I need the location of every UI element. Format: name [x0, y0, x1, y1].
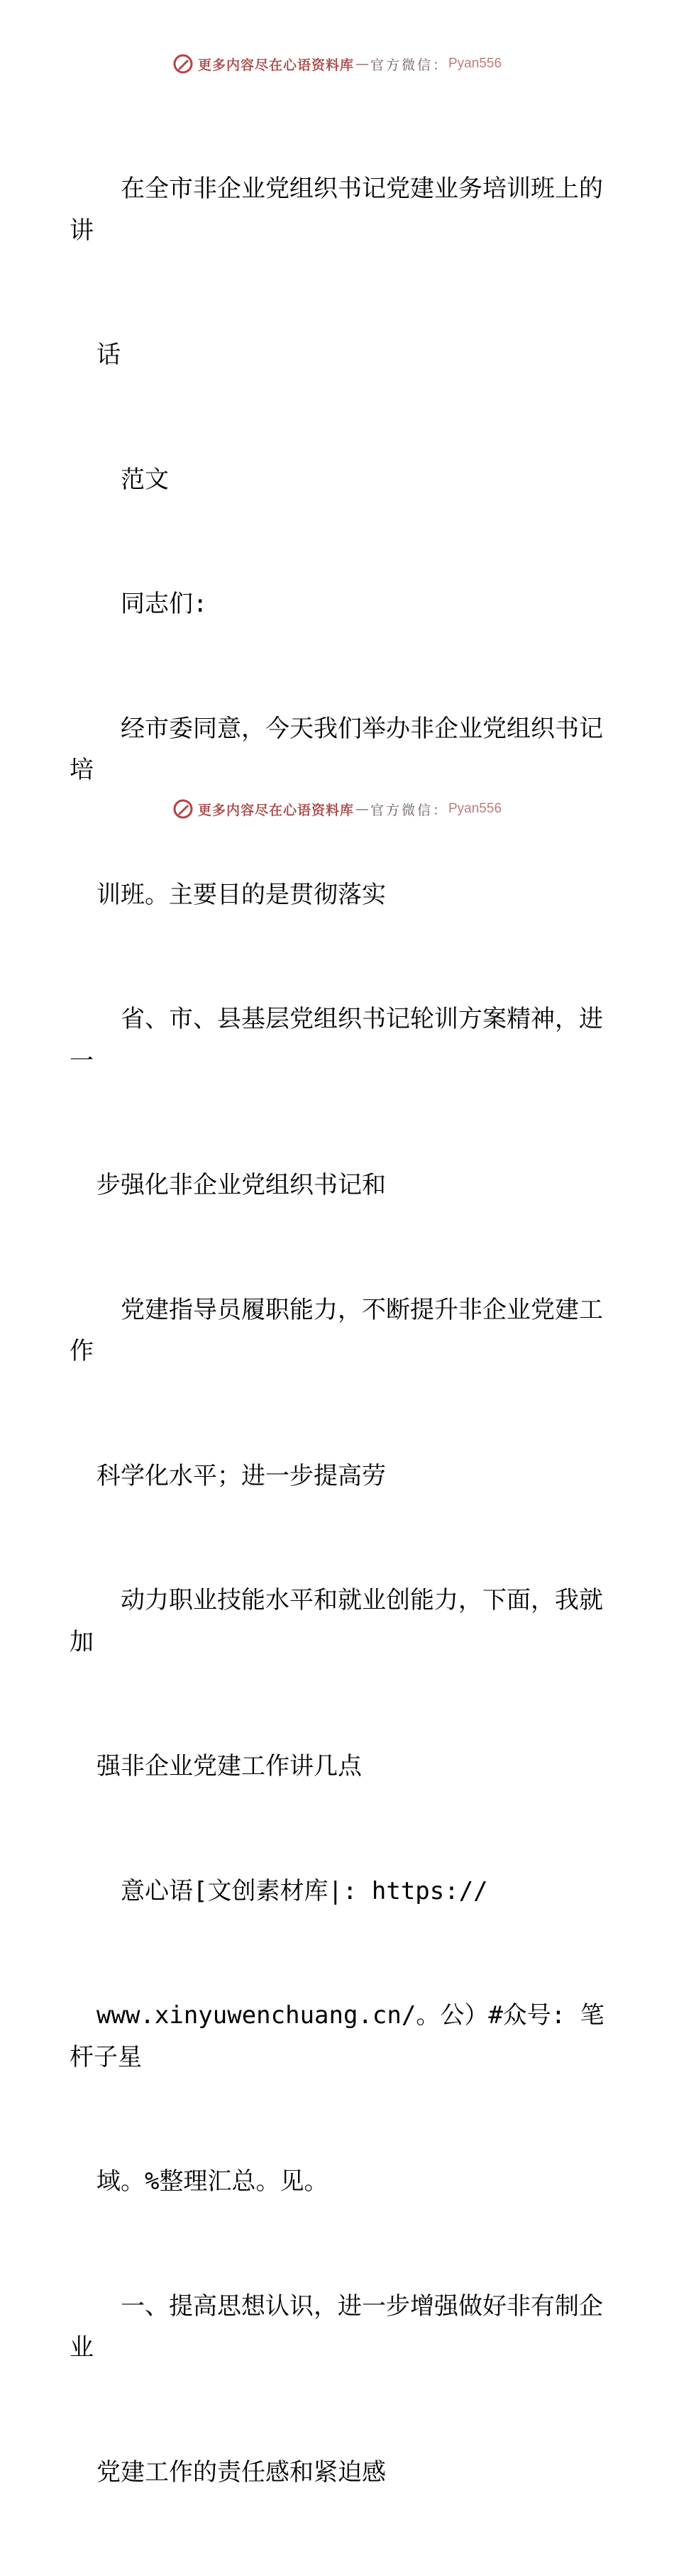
body-text: [70, 85, 609, 2576]
text-line: 动力职业技能水平和就业创能力，下面，我就加: [70, 1586, 603, 1656]
text-line: 同志们:: [96, 590, 208, 618]
quill-pen-seal-icon: [172, 798, 194, 820]
banner-wechat-id: Pyan556: [448, 801, 502, 816]
banner-site-text: 更多内容尽在心语资料库: [197, 57, 354, 73]
text-line: 党建指导员履职能力，不断提升非企业党建工作: [70, 1295, 603, 1365]
text-line: 党建工作的责任感和紧迫感: [96, 2457, 386, 2487]
banner-official-label: 官方微信：: [370, 57, 448, 73]
text-line: 省、市、县基层党组织书记轮训方案精神，进一: [70, 1005, 603, 1075]
banner-separator: —: [355, 801, 369, 817]
banner-wechat-id: Pyan556: [448, 56, 502, 71]
text-line: 域。%整理汇总。见。: [96, 2167, 328, 2196]
text-line: 科学化水平；进一步提高劳: [96, 1461, 386, 1490]
header-banner: [0, 50, 674, 78]
document-body: [70, 85, 609, 2576]
banner-site-text: 更多内容尽在心语资料库: [197, 802, 354, 818]
text-line: 话: [96, 341, 121, 369]
text-line: 经市委同意，今天我们举办非企业党组织书记培: [70, 714, 603, 784]
footer-banner: [0, 795, 674, 823]
text-line: 意心语[文创素材库|: https://: [96, 1876, 488, 1905]
text-line: 一、提高思想认识，进一步增强做好非有制企业: [70, 2291, 603, 2362]
quill-pen-seal-icon: [172, 53, 194, 75]
banner-official-label: 官方微信：: [370, 802, 448, 818]
banner-separator: —: [355, 56, 369, 72]
text-line: 步强化非企业党组织书记和: [96, 1171, 386, 1199]
text-line: 强非企业党建工作讲几点: [96, 1752, 362, 1780]
text-line: www.xinyuwenchuang.cn/。公）#众号: 笔杆子星: [70, 2001, 604, 2071]
text-line: 在全市非企业党组织书记党建业务培训班上的讲: [70, 175, 603, 245]
text-line: 训班。主要目的是贯彻落实: [96, 880, 386, 909]
text-line: 范文: [96, 465, 169, 494]
